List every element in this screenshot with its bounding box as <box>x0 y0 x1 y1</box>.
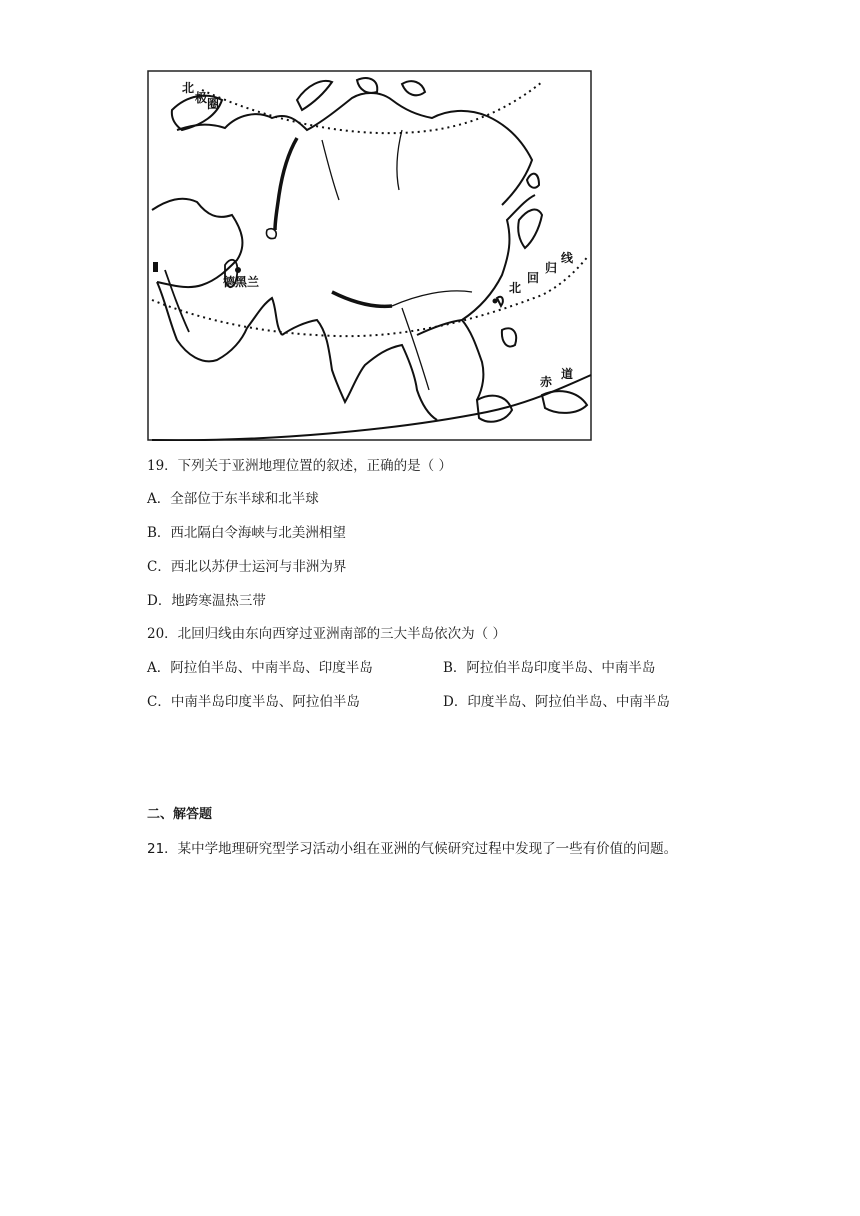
tehran-dot <box>235 267 241 273</box>
label-arctic-quan: 圈 <box>207 97 220 111</box>
q21-stem: 21．某中学地理研究型学习活动小组在亚洲的气候研究过程中发现了一些有价值的问题。 <box>147 841 678 857</box>
label-arctic-bei: 北 <box>182 81 195 95</box>
q20-option-b[interactable]: B．阿拉伯半岛印度半岛、中南半岛 <box>443 660 656 676</box>
q19-option-a[interactable]: A．全部位于东半球和北半球 <box>147 491 319 507</box>
q19-option-b[interactable]: B．西北隔白令海峡与北美洲相望 <box>147 525 346 541</box>
label-tropic-xian: 线 <box>561 251 574 265</box>
q20-option-a[interactable]: A．阿拉伯半岛、中南半岛、印度半岛 <box>147 660 373 676</box>
west-edge-marker <box>153 262 158 272</box>
label-tropic-gui: 归 <box>545 261 558 275</box>
q20-option-c[interactable]: C．中南半岛印度半岛、阿拉伯半岛 <box>147 694 360 710</box>
q20-stem: 20．北回归线由东向西穿过亚洲南部的三大半岛依次为（ ） <box>147 626 506 642</box>
section-title: 二、解答题 <box>147 807 213 822</box>
q19-stem: 19．下列关于亚洲地理位置的叙述，正确的是（ ） <box>147 458 452 474</box>
label-tropic-hui: 回 <box>527 271 540 285</box>
label-equator-chi: 赤 <box>540 375 553 389</box>
label-equator-dao: 道 <box>561 367 574 381</box>
label-tehran: 德黑兰 <box>223 275 260 289</box>
q20-option-d[interactable]: D．印度半岛、阿拉伯半岛、中南半岛 <box>443 694 670 710</box>
asia-map-figure <box>147 70 592 441</box>
q19-option-c[interactable]: C．西北以苏伊士运河与非洲为界 <box>147 559 347 575</box>
q19-option-d[interactable]: D．地跨寒温热三带 <box>147 593 266 609</box>
asia-map-svg <box>147 70 592 441</box>
label-tropic-bei: 北 <box>509 281 522 295</box>
label-arctic-ji: 极 <box>195 91 208 105</box>
tropic-marker <box>493 299 498 304</box>
